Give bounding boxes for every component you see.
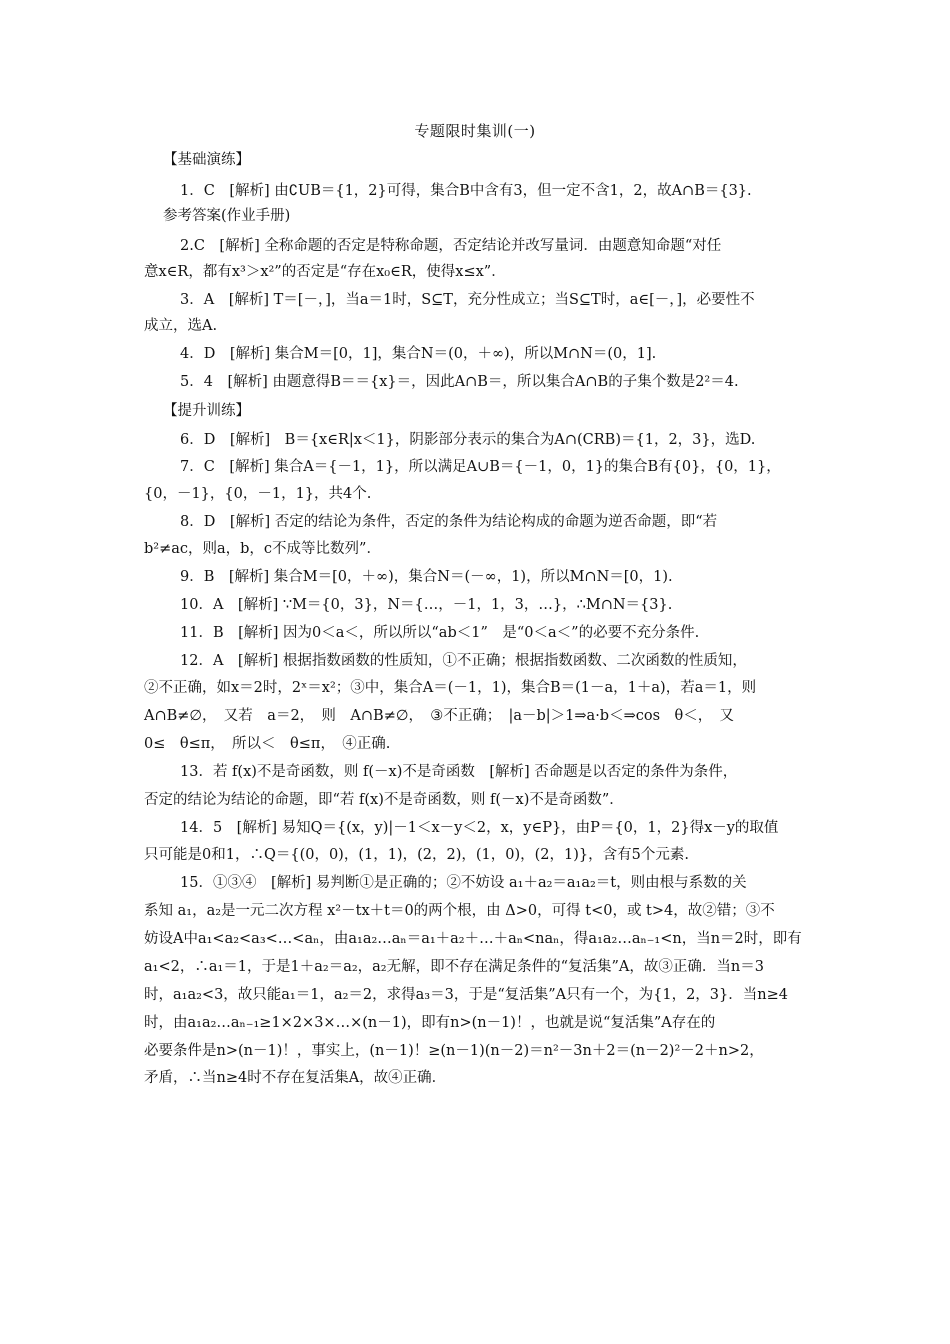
answer-line: b²≠ac，则a，b，c不成等比数列”．	[144, 541, 381, 557]
section-heading: 参考答案(作业手册)	[163, 208, 291, 224]
answer-line: 7．C [解析] 集合A＝{－1，1}，所以满足A∪B＝{－1，0，1}的集合B有{0}，{0，1}，	[180, 459, 781, 475]
answer-line: A∩B≠∅， 又若 a＝2， 则 A∩B≠∅， ③不正确； |a－b|＞1⇒a·b＜⇒cos θ＜， 又	[144, 708, 735, 724]
answer-line: {0，－1}，{0，－1，1}，共4个.	[144, 486, 372, 502]
answer-line: 12．A [解析] 根据指数函数的性质知，①不正确；根据指数函数、二次函数的性质知，	[180, 653, 747, 669]
answer-line: 13．若 f(x)不是奇函数，则 f(－x)不是奇函数 [解析] 否命题是以否定的条件为条件，	[180, 764, 738, 780]
answer-line: 系知 a₁，a₂是一元二次方程 x²－tx＋t＝0的两个根，由 Δ>0，可得 t<0，或 t>4，故②错；③不	[144, 903, 775, 919]
answer-line: 14．5 [解析] 易知Q＝{(x，y)|－1＜x－y＜2，x，y∈P}，由P＝{0，1，2}得x－y的取值	[180, 820, 779, 836]
section-heading: 【基础演练】	[163, 152, 250, 168]
answer-line: 6．D [解析] B＝{x∈R|x＜1}，阴影部分表示的集合为A∩(CRB)＝{1，2，3}，选D.	[180, 432, 756, 448]
answer-line: 4．D [解析] 集合M＝[0，1]，集合N＝(0，＋∞)，所以M∩N＝(0，1].	[180, 346, 657, 362]
answer-line: 15．①③④ [解析] 易判断①是正确的；②不妨设 a₁＋a₂＝a₁a₂＝t，则由根与系数的关	[180, 875, 747, 891]
answer-line: 妨设A中a₁<a₂<a₃<…<aₙ，由a₁a₂…aₙ＝a₁＋a₂＋…＋aₙ<naₙ，得a₁a₂…aₙ₋₁<n，当n＝2时，即有	[144, 931, 802, 947]
answer-line: 2.C [解析] 全称命题的否定是特称命题，否定结论并改写量词．由题意知命题“对任	[180, 238, 722, 254]
answer-line: 矛盾，∴当n≥4时不存在复活集A，故④正确．	[144, 1070, 447, 1086]
answer-line: 11．B [解析] 因为0＜a＜，所以所以“ab＜1” 是“0＜a＜”的必要不充分条件.	[180, 625, 700, 641]
answer-line: 时，由a₁a₂…aₙ₋₁≥1×2×3×…×(n－1)，即有n>(n－1)！，也就是说“复活集”A存在的	[144, 1015, 716, 1031]
section-heading: 【提升训练】	[163, 403, 250, 419]
answer-line: 8．D [解析] 否定的结论为条件，否定的条件为结论构成的命题为逆否命题，即“若	[180, 514, 718, 530]
answer-line: 否定的结论为结论的命题，即“若 f(x)不是奇函数，则 f(－x)不是奇函数”．	[144, 792, 624, 808]
answer-line: 10．A [解析] ∵M＝{0，3}，N＝{…，－1，1，3，…}，∴M∩N＝{3}.	[180, 597, 673, 613]
answer-line: 意x∈R，都有x³＞x²”的否定是“存在x₀∈R，使得x≤x”．	[144, 264, 506, 280]
page-title: 专题限时集训(一)	[414, 122, 536, 140]
answer-line: ②不正确，如x＝2时，2ˣ＝x²；③中，集合A＝(－1，1)，集合B＝(1－a，1＋a)，若a＝1，则	[144, 680, 757, 696]
answer-line: 3．A [解析] T＝[－，]，当a＝1时，S⊆T，充分性成立；当S⊆T时，a∈[－，]，必要性不	[180, 292, 755, 308]
answer-line: 时，a₁a₂<3，故只能a₁＝1，a₂＝2，求得a₃＝3，于是“复活集”A只有一个，为{1，2，3}．当n≥4	[144, 987, 788, 1003]
answer-line: 5．4 [解析] 由题意得B＝＝{x}＝，因此A∩B＝，所以集合A∩B的子集个数是2²＝4.	[180, 374, 739, 390]
answer-line: a₁<2，∴a₁＝1，于是1＋a₂＝a₂，a₂无解，即不存在满足条件的“复活集”A，故③正确．当n＝3	[144, 959, 764, 975]
answer-line: 必要条件是n>(n－1)！，事实上，(n－1)！≥(n－1)(n－2)＝n²－3n＋2＝(n－2)²－2＋n>2，	[144, 1043, 764, 1059]
answer-line: 9．B [解析] 集合M＝[0，＋∞)，集合N＝(－∞，1)，所以M∩N＝[0，1).	[180, 569, 673, 585]
answer-line: 0≤ θ≤π， 所以＜ θ≤π， ④正确.	[144, 736, 391, 752]
answer-line: 只可能是0和1，∴Q＝{(0，0)，(1，1)，(2，2)，(1，0)，(2，1)}，含有5个元素.	[144, 847, 689, 863]
answer-line: 1．C [解析] 由∁UB＝{1，2}可得，集合B中含有3，但一定不含1，2，故A∩B＝{3}.	[180, 183, 752, 199]
answer-line: 成立，选A.	[144, 318, 218, 334]
